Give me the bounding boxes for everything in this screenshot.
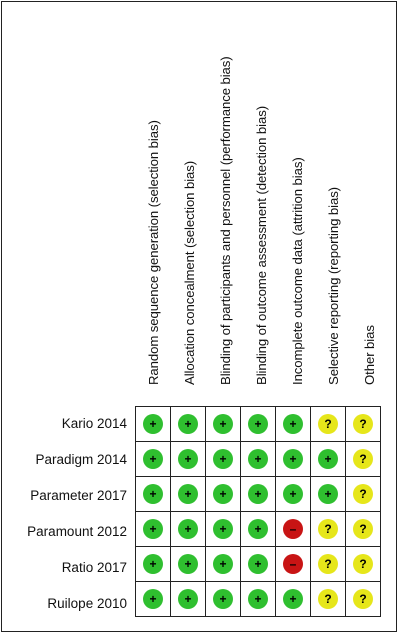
unclear-risk-icon: ? <box>353 484 373 504</box>
judgement-cell <box>170 581 206 617</box>
unclear-risk-icon: ? <box>353 449 373 469</box>
column-header <box>146 14 182 400</box>
column-header <box>218 14 254 400</box>
low-risk-icon: + <box>248 589 268 609</box>
low-risk-icon: + <box>143 449 163 469</box>
low-risk-icon: + <box>213 449 233 469</box>
unclear-risk-icon: ? <box>353 414 373 434</box>
column-header <box>254 14 290 400</box>
judgement-cell <box>275 581 311 617</box>
judgement-cell <box>275 406 311 442</box>
judgement-cell <box>345 406 381 442</box>
unclear-risk-icon: ? <box>353 589 373 609</box>
judgement-cell <box>345 476 381 512</box>
low-risk-icon: + <box>283 484 303 504</box>
low-risk-icon: + <box>248 484 268 504</box>
judgement-cell <box>310 546 346 582</box>
low-risk-icon: + <box>318 449 338 469</box>
judgement-cell <box>310 406 346 442</box>
unclear-risk-icon: ? <box>318 589 338 609</box>
low-risk-icon: + <box>178 449 198 469</box>
judgement-cell <box>275 511 311 547</box>
judgement-cell <box>135 476 171 512</box>
low-risk-icon: + <box>178 414 198 434</box>
judgement-cell <box>170 546 206 582</box>
column-header <box>290 14 326 400</box>
low-risk-icon: + <box>143 519 163 539</box>
judgement-cell <box>205 476 241 512</box>
judgement-cell <box>170 406 206 442</box>
unclear-risk-icon: ? <box>318 414 338 434</box>
judgement-cell <box>240 581 276 617</box>
judgement-cell <box>135 581 171 617</box>
low-risk-icon: + <box>248 414 268 434</box>
column-header-label: Selective reporting (reporting bias) <box>326 187 341 385</box>
low-risk-icon: + <box>143 414 163 434</box>
low-risk-icon: + <box>248 554 268 574</box>
judgement-cell <box>240 441 276 477</box>
high-risk-icon: – <box>283 519 303 539</box>
study-label: Ratio 2017 <box>61 560 127 575</box>
low-risk-icon: + <box>178 554 198 574</box>
judgement-cell <box>205 581 241 617</box>
judgement-cell <box>205 511 241 547</box>
low-risk-icon: + <box>213 589 233 609</box>
low-risk-icon: + <box>213 414 233 434</box>
column-header-label: Incomplete outcome data (attrition bias) <box>290 157 305 385</box>
judgement-cell <box>310 581 346 617</box>
unclear-risk-icon: ? <box>318 519 338 539</box>
judgement-cell <box>135 406 171 442</box>
column-header-label: Allocation concealment (selection bias) <box>182 160 197 385</box>
judgement-cell <box>240 546 276 582</box>
judgement-cell <box>170 441 206 477</box>
low-risk-icon: + <box>283 589 303 609</box>
low-risk-icon: + <box>213 484 233 504</box>
low-risk-icon: + <box>178 484 198 504</box>
low-risk-icon: + <box>213 519 233 539</box>
unclear-risk-icon: ? <box>353 554 373 574</box>
low-risk-icon: + <box>213 554 233 574</box>
judgement-cell <box>170 476 206 512</box>
judgement-cell <box>135 511 171 547</box>
judgement-cell <box>135 441 171 477</box>
low-risk-icon: + <box>283 414 303 434</box>
study-label: Parameter 2017 <box>30 488 127 503</box>
judgement-cell <box>205 441 241 477</box>
judgement-cell <box>275 546 311 582</box>
low-risk-icon: + <box>143 484 163 504</box>
study-label: Paradigm 2014 <box>35 452 127 467</box>
judgement-cell <box>345 511 381 547</box>
study-label: Kario 2014 <box>61 416 127 431</box>
judgement-cell <box>170 511 206 547</box>
judgement-cell <box>205 406 241 442</box>
column-header <box>326 14 362 400</box>
low-risk-icon: + <box>143 589 163 609</box>
judgement-cell <box>240 476 276 512</box>
judgement-cell <box>345 581 381 617</box>
low-risk-icon: + <box>178 589 198 609</box>
judgement-cell <box>310 511 346 547</box>
judgement-cell <box>345 441 381 477</box>
judgement-cell <box>240 511 276 547</box>
low-risk-icon: + <box>248 519 268 539</box>
judgement-cell <box>345 546 381 582</box>
judgement-cell <box>240 406 276 442</box>
column-header-label: Blinding of outcome assessment (detection bias) <box>254 106 269 385</box>
column-header <box>182 14 218 400</box>
judgement-cell <box>275 476 311 512</box>
low-risk-icon: + <box>283 449 303 469</box>
unclear-risk-icon: ? <box>318 554 338 574</box>
judgement-cell <box>135 546 171 582</box>
low-risk-icon: + <box>143 554 163 574</box>
judgement-cell <box>205 546 241 582</box>
low-risk-icon: + <box>178 519 198 539</box>
judgement-cell <box>310 441 346 477</box>
column-header <box>362 14 398 400</box>
high-risk-icon: – <box>283 554 303 574</box>
column-header-label: Random sequence generation (selection bias) <box>146 120 161 385</box>
column-header-label: Blinding of participants and personnel (performance bias) <box>218 56 233 385</box>
study-label: Ruilope 2010 <box>47 596 127 611</box>
unclear-risk-icon: ? <box>353 519 373 539</box>
judgement-cell <box>275 441 311 477</box>
column-header-label: Other bias <box>362 325 377 385</box>
study-label: Paramount 2012 <box>27 524 127 539</box>
low-risk-icon: + <box>318 484 338 504</box>
judgement-grid <box>135 406 387 622</box>
low-risk-icon: + <box>248 449 268 469</box>
judgement-cell <box>310 476 346 512</box>
